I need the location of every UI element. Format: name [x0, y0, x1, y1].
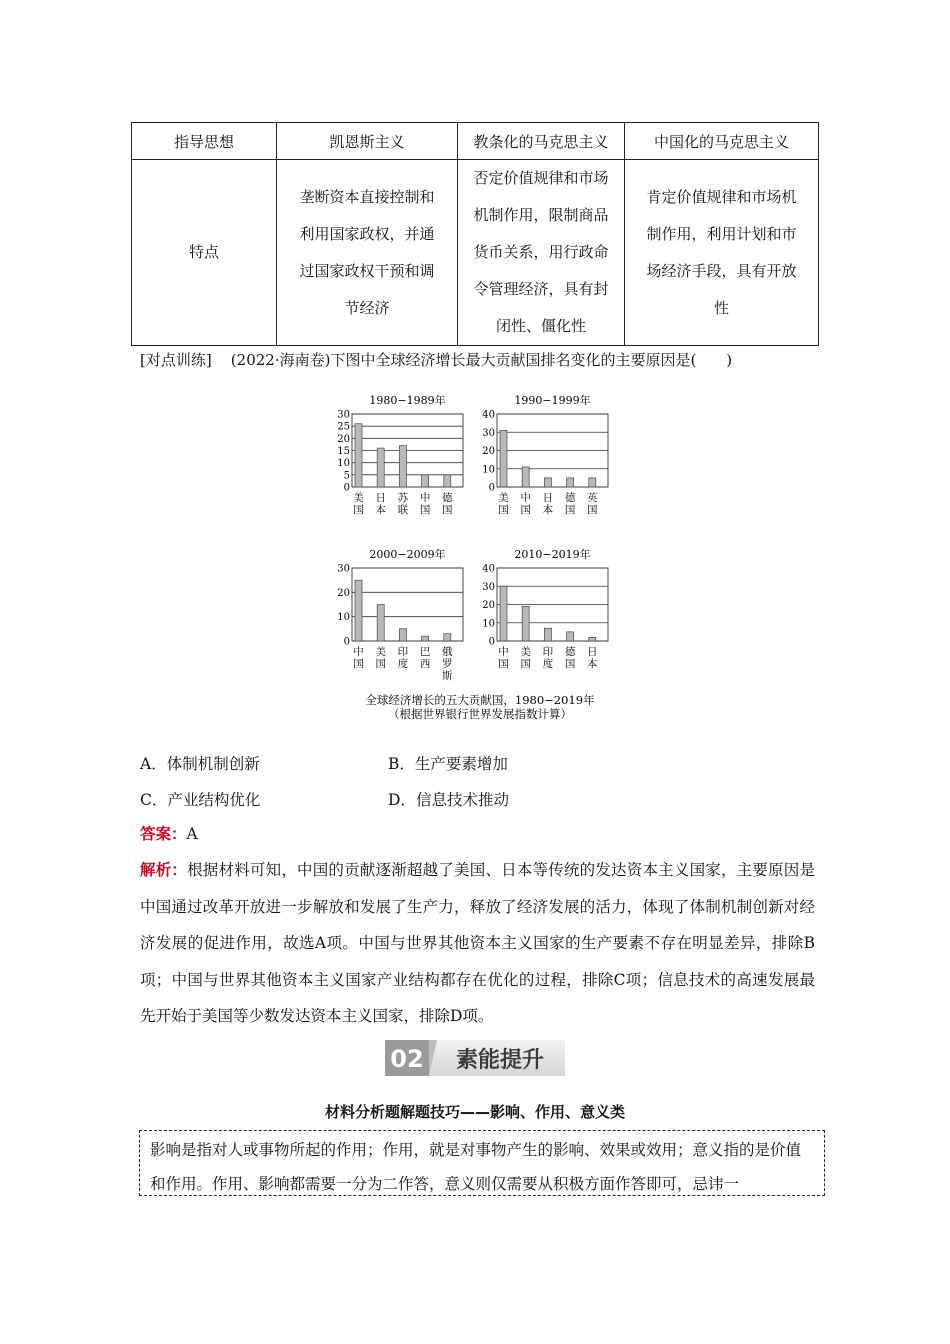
y-tick-label: 20: [337, 433, 350, 445]
option-text: 产业结构优化: [167, 791, 261, 809]
x-tick-label: 国: [419, 504, 431, 516]
cell-line: 场经济手段，具有开放: [646, 261, 797, 280]
bar: [589, 637, 596, 641]
bar: [567, 478, 574, 487]
cell-line: 货币关系，用行政命: [473, 243, 609, 261]
x-tick-label: 西: [419, 658, 431, 670]
bar: [444, 634, 451, 641]
table-row-label: 特点: [132, 160, 277, 346]
x-tick-label: 印: [397, 646, 409, 658]
question-source: (2022·海南卷): [230, 351, 331, 369]
chart-title: 1990−1999年: [514, 394, 591, 407]
option-a[interactable]: [140, 752, 260, 774]
bar-charts-figure: [330, 388, 630, 728]
x-tick-label: 国: [520, 504, 531, 516]
table-cell-sinicized: [625, 160, 819, 346]
option-d[interactable]: [388, 788, 509, 810]
option-text: 信息技术推动: [415, 791, 509, 809]
bar: [399, 446, 406, 487]
cell-line: 节经济: [344, 298, 390, 317]
chart-title: 2000−2009年: [369, 548, 446, 561]
x-tick-label: 罗: [442, 658, 453, 670]
analysis-paragraph: [140, 852, 815, 1035]
y-tick-label: 10: [337, 458, 350, 470]
bar: [522, 467, 529, 487]
y-tick-label: 10: [482, 464, 495, 476]
chart-title: 2010−2019年: [514, 548, 591, 561]
x-tick-label: 美: [520, 646, 531, 658]
x-tick-label: 国: [564, 504, 576, 516]
tip-text: 影响是指对人或事物所起的作用；作用，就是对事物产生的影响、效果或效用；意义指的是价值和作用。作用、影响都需要一分为二作答，意义则仅需要从积极方面作答即可，忌讳一: [150, 1141, 802, 1193]
x-tick-label: 英: [587, 492, 598, 504]
y-tick-label: 0: [343, 482, 350, 494]
plot-frame: [352, 568, 463, 641]
x-tick-label: 国: [587, 504, 598, 516]
x-tick-label: 美: [353, 492, 364, 504]
table-header-cell: 指导思想: [132, 123, 277, 160]
table-header-cell: 中国化的马克思主义: [625, 123, 819, 160]
table-cell-keynesian: [277, 160, 458, 346]
y-tick-label: 30: [482, 427, 495, 439]
x-tick-label: 德: [564, 492, 576, 504]
x-tick-label: 中: [353, 646, 364, 658]
option-letter: B．: [388, 755, 415, 773]
x-tick-label: 度: [542, 658, 554, 670]
x-tick-label: 国: [442, 504, 453, 516]
cell-line: 垄断资本直接控制和: [299, 187, 435, 206]
x-tick-label: 美: [498, 492, 509, 504]
cell-line: 过国家政权干预和调: [299, 261, 435, 280]
figure-caption: 全球经济增长的五大贡献国，1980−2019年: [365, 693, 595, 707]
x-tick-label: 中: [520, 492, 531, 504]
bar: [422, 636, 429, 641]
option-letter: C．: [140, 791, 168, 809]
x-tick-label: 本: [587, 658, 598, 670]
table-header-cell: 凯恩斯主义: [277, 123, 458, 160]
y-tick-label: 30: [337, 409, 350, 421]
x-tick-label: 苏: [397, 492, 409, 504]
answer-label: 答案：: [140, 824, 187, 843]
x-tick-label: 俄: [442, 646, 453, 658]
cell-line: 机制作用，限制商品: [473, 206, 609, 224]
bar: [444, 475, 451, 487]
bar: [377, 605, 384, 642]
x-tick-label: 国: [353, 504, 364, 516]
x-tick-label: 日: [375, 492, 386, 504]
y-tick-label: 20: [337, 587, 350, 599]
y-tick-label: 0: [488, 482, 495, 494]
x-tick-label: 国: [353, 658, 364, 670]
y-tick-label: 0: [488, 636, 495, 648]
x-tick-label: 中: [498, 646, 509, 658]
cell-line: 利用国家政权，并通: [299, 224, 435, 243]
bar: [500, 430, 507, 487]
y-tick-label: 10: [337, 612, 350, 624]
x-tick-label: 联: [397, 504, 409, 516]
cell-line: 性: [713, 298, 729, 317]
bar: [355, 424, 362, 487]
x-tick-label: 国: [498, 504, 509, 516]
option-c[interactable]: [140, 788, 260, 810]
table-header-cell: 教条化的马克思主义: [458, 123, 625, 160]
option-letter: A．: [140, 755, 167, 773]
cell-line: 否定价值规律和市场: [473, 169, 609, 187]
question-text: 下图中全球经济增长最大贡献国排名变化的主要原因是( ): [330, 351, 733, 369]
bar: [544, 628, 551, 641]
option-b[interactable]: [388, 752, 508, 774]
x-tick-label: 国: [520, 658, 531, 670]
section-title: 素能提升: [455, 1048, 545, 1073]
x-tick-label: 度: [397, 658, 409, 670]
x-tick-label: 日: [587, 646, 598, 658]
bar: [589, 478, 596, 487]
section-banner: [385, 1040, 565, 1076]
x-tick-label: 德: [564, 646, 576, 658]
y-tick-label: 40: [482, 563, 495, 575]
table-cell-dogmatic: [458, 160, 625, 346]
y-tick-label: 5: [343, 470, 350, 482]
question-line: [140, 349, 732, 370]
x-tick-label: 德: [442, 492, 453, 504]
y-tick-label: 30: [482, 581, 495, 593]
comparison-table: [131, 122, 819, 346]
option-letter: D．: [388, 791, 416, 809]
bar: [522, 606, 529, 641]
x-tick-label: 国: [564, 658, 576, 670]
x-tick-label: 美: [375, 646, 386, 658]
cell-line: 闭性、僵化性: [495, 317, 586, 335]
y-tick-label: 0: [343, 636, 350, 648]
bar: [399, 629, 406, 641]
cell-line: 肯定价值规律和市场机: [646, 187, 797, 206]
x-tick-label: 斯: [442, 670, 453, 682]
subtitle: 材料分析题解题技巧——影响、作用、意义类: [324, 1103, 625, 1121]
bar: [355, 580, 362, 641]
cell-line: 制作用，利用计划和市: [646, 224, 797, 243]
x-tick-label: 本: [375, 504, 386, 516]
x-tick-label: 印: [542, 646, 554, 658]
table-row: [132, 160, 819, 346]
x-tick-label: 日: [542, 492, 554, 504]
analysis-text: 根据材料可知，中国的贡献逐渐超越了美国、日本等传统的发达资本主义国家，主要原因是中国通过改革开放进一步解放和发展了生产力，释放了经济发展的活力，体现了体制机制创新对经济发展的促进作用，故选A项。中国与世界其他资本主义国家的生产要素不存在明显差异，排除B项；中国与世界其他资本主义国家产业结构都存在优化的过程，排除C项；信息技术的高速发展最先开始于美国等少数发达资本主义国家，排除D项。: [140, 861, 815, 1025]
tip-box: [139, 1130, 825, 1196]
x-tick-label: 本: [542, 504, 554, 516]
bar: [377, 448, 384, 487]
table-header-row: [132, 123, 819, 160]
section-number: 02: [390, 1045, 424, 1073]
x-tick-label: 巴: [419, 646, 431, 658]
option-text: 生产要素增加: [414, 755, 508, 773]
cell-line: 令管理经济，具有封: [473, 280, 609, 298]
y-tick-label: 30: [337, 563, 350, 575]
x-tick-label: 国: [375, 658, 386, 670]
chart-title: 1980−1989年: [369, 394, 446, 407]
y-tick-label: 40: [482, 409, 495, 421]
y-tick-label: 25: [337, 421, 350, 433]
option-text: 体制机制创新: [166, 755, 260, 773]
analysis-label: 解析：: [140, 860, 188, 879]
question-tag: [对点训练]: [140, 351, 212, 369]
y-tick-label: 10: [482, 618, 495, 630]
x-tick-label: 中: [419, 492, 431, 504]
bar: [500, 586, 507, 641]
bar: [567, 632, 574, 641]
y-tick-label: 20: [482, 446, 495, 457]
bar: [422, 475, 429, 487]
answer-value: A: [186, 825, 198, 843]
figure-caption-note: （根据世界银行世界发展指数计算）: [388, 707, 572, 721]
bar: [544, 478, 551, 487]
x-tick-label: 国: [498, 658, 509, 670]
y-tick-label: 15: [337, 446, 350, 457]
answer-line: [140, 822, 198, 844]
y-tick-label: 20: [482, 600, 495, 611]
